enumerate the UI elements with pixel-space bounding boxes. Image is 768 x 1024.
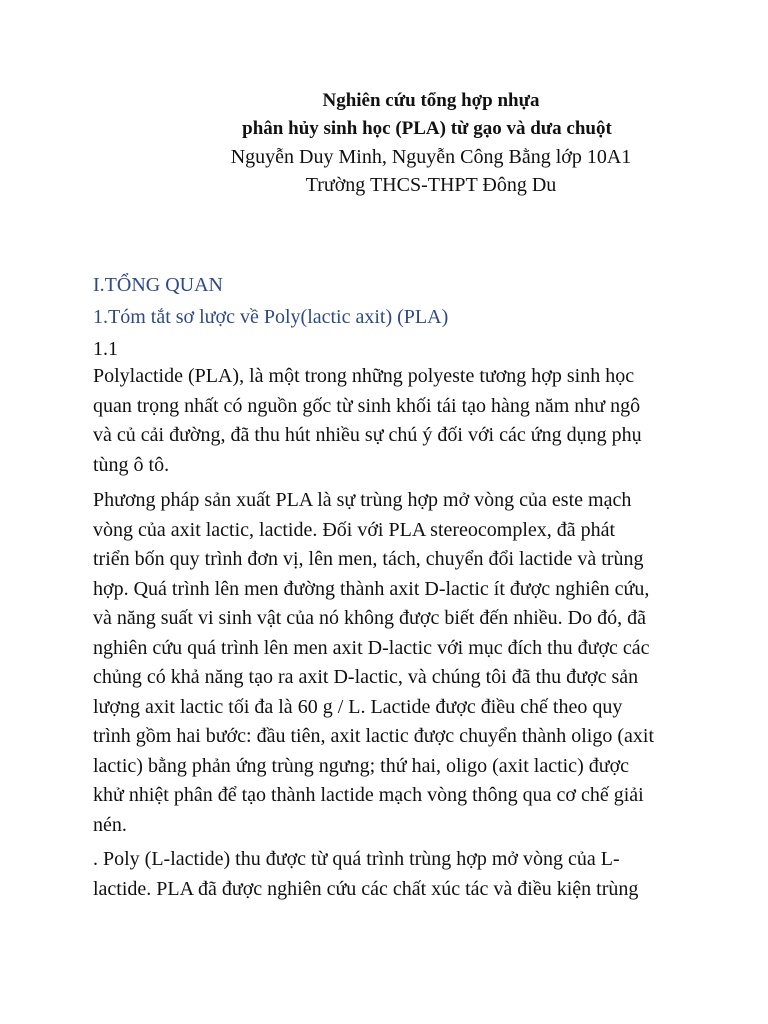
paragraph-line: vòng của axit lactic, lactide. Đối với PLA stereocomplex, đã phát bbox=[93, 518, 616, 541]
title-block bbox=[0, 87, 768, 199]
paragraph-line: chủng có khả năng tạo ra axit D-lactic, và chúng tôi đã thu được sản bbox=[93, 666, 639, 688]
paragraph-line: nghiên cứu quá trình lên men axit D-lactic với mục đích thu được các bbox=[93, 636, 650, 659]
paragraph-line: khử nhiệt phân để tạo thành lactide mạch vòng thông qua cơ chế giải bbox=[93, 784, 644, 806]
paragraph-line: Polylactide (PLA), là một trong những polyeste tương hợp sinh học bbox=[93, 365, 635, 387]
section-heading: I.TỔNG QUAN bbox=[93, 274, 223, 296]
paragraph-line: tùng ô tô. bbox=[93, 453, 170, 476]
paragraph-1 bbox=[93, 362, 683, 480]
paragraph-line: và củ cải đường, đã thu hút nhiều sự chú ý đối với các ứng dụng phụ bbox=[93, 424, 642, 446]
subsection-number: 1.1 bbox=[93, 338, 118, 360]
document-title-line-2: phân hủy sinh học (PLA) từ gạo và dưa chuột bbox=[242, 118, 612, 139]
school-line: Trường THCS-THPT Đông Du bbox=[305, 174, 557, 196]
paragraph-line: nén. bbox=[93, 813, 127, 836]
paragraph-line: lượng axit lactic tối đa là 60 g / L. Lactide được điều chế theo quy bbox=[93, 695, 623, 718]
subsection-heading: 1.Tóm tắt sơ lược về Poly(lactic axit) (PLA) bbox=[93, 306, 449, 328]
paragraph-line: triển bốn quy trình đơn vị, lên men, tách, chuyển đổi lactide và trùng bbox=[93, 548, 644, 570]
paragraph-line: quan trọng nhất có nguồn gốc từ sinh khối tái tạo hàng năm như ngô bbox=[93, 394, 641, 417]
paragraph-line: trình gồm hai bước: đầu tiên, axit lactic được chuyển thành oligo (axit bbox=[93, 725, 655, 747]
paragraph-line: lactide. PLA đã được nghiên cứu các chất xúc tác và điều kiện trùng bbox=[93, 877, 639, 900]
paragraph-2 bbox=[93, 486, 683, 840]
document-title-line-1: Nghiên cứu tổng hợp nhựa bbox=[322, 90, 540, 111]
paragraph-line: Phương pháp sản xuất PLA là sự trùng hợp mở vòng của este mạch bbox=[93, 489, 632, 511]
authors-line: Nguyễn Duy Minh, Nguyễn Công Bằng lớp 10A1 bbox=[230, 146, 632, 168]
paragraph-3 bbox=[93, 845, 683, 904]
paragraph-line: . Poly (L-lactide) thu được từ quá trình trùng hợp mở vòng của L- bbox=[93, 848, 620, 870]
paragraph-line: và năng suất vi sinh vật của nó không được biết đến nhiều. Do đó, đã bbox=[93, 607, 646, 629]
paragraph-line: lactic) bằng phản ứng trùng ngưng; thứ hai, oligo (axit lactic) được bbox=[93, 754, 630, 777]
paragraph-line: hợp. Quá trình lên men đường thành axit D-lactic ít được nghiên cứu, bbox=[93, 577, 650, 600]
